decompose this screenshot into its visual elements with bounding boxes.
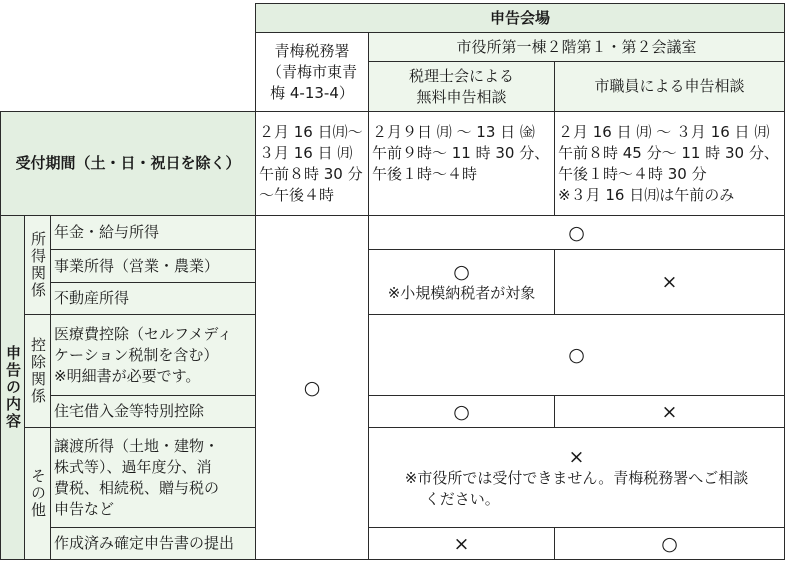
venue-header-text: 申告会場	[489, 8, 550, 27]
period-staff-line-3: 午後１時〜４時 30 分	[558, 164, 707, 183]
period-ome-line-4: 〜午後４時	[259, 185, 335, 204]
pension-city-mark: ○	[568, 221, 585, 244]
housing-accountant-cell	[368, 395, 555, 428]
content-label-text: 申告の内容	[4, 345, 22, 430]
period-tax-accountant	[368, 111, 555, 216]
content-label	[0, 215, 25, 560]
period-ome-tax	[255, 111, 369, 216]
group-income	[24, 215, 51, 315]
item-transfer-line-3: 費税、相続税、贈与税の	[54, 478, 220, 497]
item-transfer-line-1: 譲渡所得（土地・建物・	[54, 436, 220, 455]
item-transfer	[50, 427, 256, 528]
transfer-city-cell	[368, 427, 785, 528]
period-label-text: 受付期間（土・日・祝日を除く）	[15, 154, 241, 172]
item-medical-line-1: 医療費控除（セルフメディ	[54, 324, 233, 343]
city-staff-header-text: 市職員による申告相談	[594, 77, 745, 95]
housing-accountant-mark: ○	[453, 400, 470, 423]
ome-tax-office-address-1: （青梅市東青	[266, 62, 357, 81]
tax-accountant-line-1: 税理士会による	[408, 66, 514, 85]
period-accountant-line-2: 午前９時〜 11 時 30 分、	[372, 144, 550, 162]
business-staff-mark: ×	[661, 271, 678, 293]
item-transfer-line-2: 株式等）、過年度分、消	[54, 457, 212, 476]
item-business-text: 事業所得（営業・農業）	[54, 256, 220, 275]
item-medical	[50, 314, 256, 396]
period-accountant-line-1: ２月９日 ㈪ 〜 13 日 ㈮	[372, 123, 535, 141]
medical-city-cell	[368, 314, 785, 396]
city-staff-header	[554, 61, 785, 112]
submission-accountant-cell	[368, 527, 555, 560]
item-housing	[50, 395, 256, 428]
ome-tax-office-header	[255, 32, 369, 112]
period-city-staff	[554, 111, 785, 216]
pension-city-cell	[368, 215, 785, 250]
medical-city-mark: ○	[568, 344, 585, 366]
period-staff-line-2: 午前８時 45 分〜 11 時 30 分、	[558, 143, 779, 162]
ome-all-cell	[255, 215, 369, 560]
housing-staff-cell	[554, 395, 785, 428]
group-income-text: 所得関係	[29, 231, 47, 299]
tax-accountant-header	[368, 61, 555, 112]
ome-tax-office-address-2: 梅 4-13-4）	[270, 83, 354, 102]
submission-accountant-mark: ×	[453, 532, 470, 555]
submission-staff-cell	[554, 527, 785, 560]
tax-accountant-line-2: 無料申告相談	[416, 87, 507, 106]
business-staff-cell	[554, 249, 785, 315]
item-transfer-line-4: 申告など	[54, 499, 115, 518]
city-hall-header-text: 市役所第一棟２階第１・第２会議室	[456, 37, 697, 56]
item-real-estate	[50, 282, 256, 315]
item-pension-text: 年金・給与所得	[54, 223, 160, 241]
business-accountant-mark: ○	[453, 260, 470, 283]
transfer-note-line-1: ※市役所では受付できません。青梅税務署へご相談	[404, 468, 749, 487]
item-housing-text: 住宅借入金等特別控除	[54, 402, 205, 420]
period-staff-line-4: ※３月 16 日㈪は午前のみ	[558, 185, 735, 204]
transfer-note-line-2: ください。	[424, 489, 500, 508]
group-other	[24, 427, 51, 560]
business-accountant-cell	[368, 249, 555, 315]
period-label	[0, 111, 256, 216]
venue-header	[255, 3, 785, 33]
city-hall-header	[368, 32, 785, 62]
submission-staff-mark: ○	[661, 532, 678, 555]
period-accountant-line-3: 午後１時〜４時	[372, 165, 478, 183]
item-medical-line-3: ※明細書が必要です。	[54, 366, 201, 385]
period-ome-line-3: 午前８時 30 分	[259, 164, 363, 183]
item-medical-line-2: ケーション税制を含む）	[54, 345, 219, 364]
ome-all-mark: ○	[303, 376, 321, 399]
item-real-estate-text: 不動産所得	[54, 289, 130, 307]
item-business	[50, 249, 256, 283]
group-deduction-text: 控除関係	[29, 337, 47, 405]
item-submission-text: 作成済み確定申告書の提出	[54, 534, 235, 552]
item-submission	[50, 527, 256, 560]
period-staff-line-1: ２月 16 日 ㈪ 〜 ３月 16 日 ㈪	[558, 122, 770, 141]
period-ome-line-2: ３月 16 日 ㈪	[259, 143, 353, 162]
ome-tax-office-name: 青梅税務署	[274, 41, 350, 60]
group-other-text: その他	[29, 468, 47, 519]
housing-staff-mark: ×	[661, 400, 678, 423]
period-ome-line-1: ２月 16 日㈪〜	[259, 122, 363, 141]
group-deduction	[24, 314, 51, 428]
transfer-city-mark: ×	[568, 445, 585, 468]
business-accountant-note: ※小規模納税者が対象	[387, 283, 536, 302]
item-pension	[50, 215, 256, 250]
